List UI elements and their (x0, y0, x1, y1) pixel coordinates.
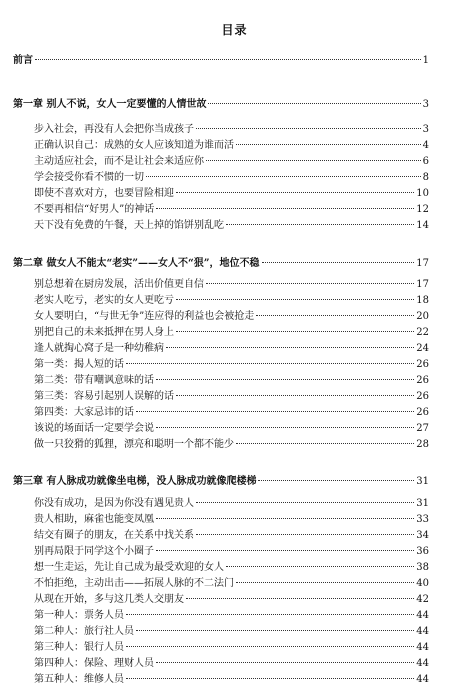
toc-entry-label: 逢人就掏心窝子是一种幼稚病 (34, 343, 164, 354)
toc-entry-label: 结交有圈子的朋友，在关系中找关系 (34, 530, 194, 541)
toc-section-entry[interactable] (0, 673, 469, 687)
toc-section-entry[interactable] (0, 641, 469, 655)
toc-entry-label: 正确认识自己：成熟的女人应该知道为谁而活 (34, 140, 234, 151)
toc-section-entry[interactable] (0, 593, 469, 607)
toc-leader-dots (208, 103, 420, 104)
toc-leader-dots (146, 176, 421, 177)
toc-page-number: 26 (416, 359, 429, 370)
toc-entry-label: 第二类：带有嘲讽意味的话 (34, 375, 154, 386)
toc-entry-label: 不要再相信“好男人”的神话 (34, 204, 155, 215)
toc-page-number: 33 (416, 514, 429, 525)
toc-leader-dots (206, 160, 421, 161)
toc-page-number: 28 (416, 439, 429, 450)
toc-page-number: 22 (416, 327, 429, 338)
toc-title: 目录 (221, 23, 248, 37)
toc-entry-label: 做一只狡猾的狐狸，漂亮和聪明一个都不能少 (34, 439, 234, 450)
toc-page-number: 3 (422, 124, 429, 135)
toc-section-entry[interactable] (0, 609, 469, 623)
toc-page-number: 17 (416, 258, 429, 269)
toc-leader-dots (262, 262, 415, 263)
toc-leader-dots (206, 283, 414, 284)
toc-leader-dots (176, 395, 414, 396)
toc-entry-label: 别再局限于同学这个小圈子 (34, 546, 154, 557)
toc-page-number: 31 (416, 498, 429, 509)
toc-leader-dots (136, 630, 414, 631)
toc-page-number: 31 (416, 476, 429, 487)
toc-entry-label: 老实人吃亏，老实的女人更吃亏 (34, 295, 174, 306)
toc-page-number: 36 (416, 546, 429, 557)
toc-page-number: 10 (416, 188, 429, 199)
toc-page-number: 26 (416, 407, 429, 418)
toc-entry-label: 第三类：容易引起别人误解的话 (34, 391, 174, 402)
toc-leader-dots (126, 614, 414, 615)
toc-chapter-entry[interactable] (0, 54, 469, 68)
toc-leader-dots (156, 662, 414, 663)
toc-page-number: 17 (416, 279, 429, 290)
toc-section-entry[interactable] (0, 513, 469, 527)
toc-section-entry[interactable] (0, 561, 469, 575)
toc-entry-label: 别把自己的未来抵押在男人身上 (34, 327, 174, 338)
toc-leader-dots (156, 550, 414, 551)
toc-entry-label: 主动适应社会，而不是让社会来适应你 (34, 156, 204, 167)
toc-entry-label: 第一类：揭人短的话 (34, 359, 124, 370)
toc-page-number: 34 (416, 530, 429, 541)
toc-leader-dots (236, 144, 421, 145)
toc-page-number: 6 (422, 156, 429, 167)
toc-section-entry[interactable] (0, 545, 469, 559)
toc-entry-label: 该说的场面话一定要学会说 (34, 423, 154, 434)
toc-section-entry[interactable] (0, 657, 469, 671)
toc-page-number: 3 (422, 99, 429, 110)
toc-entry-label: 第三章 有人脉成功就像坐电梯，没人脉成功就像爬楼梯 (13, 476, 257, 487)
toc-leader-dots (156, 427, 414, 428)
toc-leader-dots (226, 224, 414, 225)
toc-page-number: 1 (422, 55, 429, 66)
toc-page-number: 8 (422, 172, 429, 183)
toc-page-number: 38 (416, 562, 429, 573)
toc-entry-label: 想一生走运，先让自己成为最受欢迎的女人 (34, 562, 224, 573)
toc-leader-dots (166, 347, 414, 348)
toc-section-entry[interactable] (0, 406, 469, 420)
toc-page-number: 40 (416, 578, 429, 589)
toc-leader-dots (156, 208, 414, 209)
toc-section-entry[interactable] (0, 326, 469, 340)
toc-section-entry[interactable] (0, 497, 469, 511)
toc-entry-label: 步入社会，再没有人会把你当成孩子 (34, 124, 194, 135)
toc-page-number: 44 (416, 642, 429, 653)
toc-page-number: 26 (416, 391, 429, 402)
toc-leader-dots (126, 678, 414, 679)
toc-section-entry[interactable] (0, 139, 469, 153)
toc-entry-label: 你没有成功，是因为你没有遇见贵人 (34, 498, 194, 509)
toc-entry-label: 第二种人：旅行社人员 (34, 626, 134, 637)
toc-leader-dots (256, 315, 414, 316)
toc-section-entry[interactable] (0, 203, 469, 217)
toc-section-entry[interactable] (0, 358, 469, 372)
toc-section-entry[interactable] (0, 529, 469, 543)
toc-leader-dots (236, 582, 414, 583)
toc-leader-dots (176, 331, 414, 332)
toc-leader-dots (236, 443, 414, 444)
toc-entry-label: 女人要明白，“与世无争”连应得的利益也会被抢走 (34, 311, 255, 322)
toc-section-entry[interactable] (0, 219, 469, 233)
toc-entry-label: 别总想着在厨房发展，活出价值更自信 (34, 279, 204, 290)
toc-leader-dots (35, 59, 421, 60)
toc-page-number: 24 (416, 343, 429, 354)
toc-entry-label: 天下没有免费的午餐，天上掉的馅饼别乱吃 (34, 220, 224, 231)
toc-entry-label: 学会接受你看不惯的一切 (34, 172, 144, 183)
toc-entry-label: 第二章 做女人不能太“老实”——女人不“狠”，地位不稳 (13, 258, 260, 269)
toc-page-number: 44 (416, 674, 429, 685)
toc-page-number: 12 (416, 204, 429, 215)
toc-entry-label: 第四种人：保险、理财人员 (34, 658, 154, 669)
toc-entry-label: 前言 (13, 55, 33, 66)
toc-chapter-entry[interactable] (0, 98, 469, 112)
toc-entry-label: 不怕拒绝，主动出击——拓展人脉的不二法门 (34, 578, 234, 589)
toc-section-entry[interactable] (0, 294, 469, 308)
toc-page-number: 27 (416, 423, 429, 434)
toc-entry-label: 第三种人：银行人员 (34, 642, 124, 653)
toc-entry-label: 第四类：大家忌讳的话 (34, 407, 134, 418)
toc-leader-dots (176, 192, 414, 193)
toc-leader-dots (136, 411, 414, 412)
toc-leader-dots (226, 566, 414, 567)
toc-section-entry[interactable] (0, 342, 469, 356)
toc-page-number: 42 (416, 594, 429, 605)
toc-page-number: 14 (416, 220, 429, 231)
toc-section-entry[interactable] (0, 155, 469, 169)
toc-page-number: 18 (416, 295, 429, 306)
toc-leader-dots (196, 502, 414, 503)
toc-entry-label: 第一种人：票务人员 (34, 610, 124, 621)
toc-section-entry[interactable] (0, 625, 469, 639)
toc-section-entry[interactable] (0, 171, 469, 185)
toc-section-entry[interactable] (0, 278, 469, 292)
toc-section-entry[interactable] (0, 577, 469, 591)
toc-leader-dots (258, 480, 414, 481)
toc-chapter-entry[interactable] (0, 257, 469, 271)
toc-leader-dots (176, 299, 414, 300)
toc-leader-dots (156, 379, 414, 380)
toc-entry-label: 从现在开始，多与这几类人交朋友 (34, 594, 184, 605)
toc-leader-dots (186, 598, 414, 599)
toc-entry-label: 贵人相助，麻雀也能变凤凰 (34, 514, 154, 525)
toc-page-number: 4 (422, 140, 429, 151)
toc-section-entry[interactable] (0, 438, 469, 452)
toc-chapter-entry[interactable] (0, 475, 469, 489)
toc-page-number: 44 (416, 658, 429, 669)
toc-section-entry[interactable] (0, 310, 469, 324)
toc-page-number: 26 (416, 375, 429, 386)
toc-page-number: 44 (416, 626, 429, 637)
toc-entry-label: 即使不喜欢对方，也要冒险相迎 (34, 188, 174, 199)
toc-leader-dots (156, 518, 414, 519)
toc-leader-dots (126, 646, 414, 647)
toc-page-number: 20 (416, 311, 429, 322)
toc-section-entry[interactable] (0, 123, 469, 137)
toc-page-number: 44 (416, 610, 429, 621)
toc-section-entry[interactable] (0, 374, 469, 388)
toc-leader-dots (196, 534, 414, 535)
toc-section-entry[interactable] (0, 187, 469, 201)
toc-leader-dots (126, 363, 414, 364)
toc-section-entry[interactable] (0, 390, 469, 404)
toc-entry-label: 第五种人：维修人员 (34, 674, 124, 685)
toc-section-entry[interactable] (0, 422, 469, 436)
toc-entry-label: 第一章 别人不说，女人一定要懂的人情世故 (13, 99, 207, 110)
toc-leader-dots (196, 128, 421, 129)
